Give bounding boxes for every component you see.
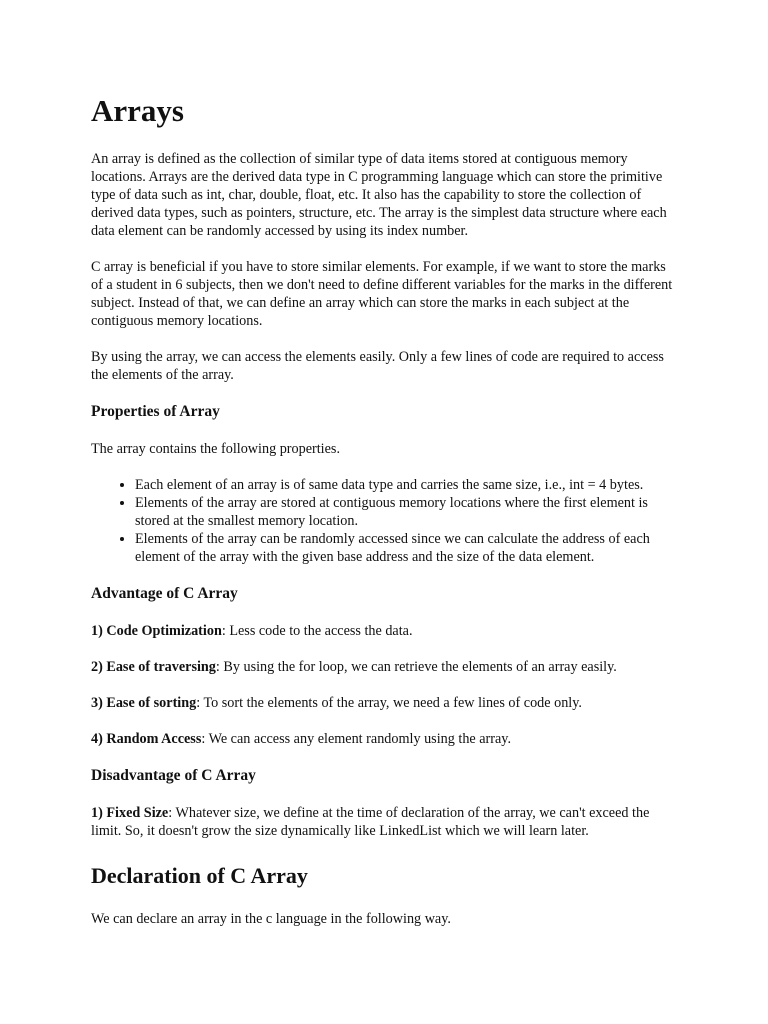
intro-paragraph-3: By using the array, we can access the elements easily. Only a few lines of code are required to access the elements of the array. [91, 349, 664, 383]
declaration-heading: Declaration of C Array [91, 863, 308, 888]
advantage-text: : Less code to the access the data. [221, 623, 413, 639]
advantage-item [91, 730, 681, 748]
advantage-term: 1) Code Optimization [91, 623, 222, 639]
advantage-term: 2) Ease of traversing [91, 659, 216, 675]
list-item: • Elements of the array are stored at contiguous memory locations where the first element is stored at the smallest memory location. [135, 494, 681, 530]
document-page [91, 92, 681, 946]
advantage-term: 3) Ease of sorting [91, 695, 197, 711]
advantage-text: : To sort the elements of the array, we need a few lines of code only. [196, 695, 582, 711]
disadvantage-heading: Disadvantage of C Array [91, 767, 256, 784]
advantage-item [91, 694, 681, 712]
intro-paragraph-2: C array is beneficial if you have to store similar elements. For example, if we want to store the marks of a student in 6 subjects, then we don't need to define different variables for the marks in the different subject. Instead of that, we can define an array which can store the marks in each subject at the contiguous memory locations. [91, 259, 673, 329]
disadvantage-text: : Whatever size, we define at the time of declaration of the array, we can't exceed the limit. So, it doesn't grow the size dynamically like LinkedList which we will learn later. [91, 805, 650, 839]
list-item: • Elements of the array can be randomly accessed since we can calculate the address of each element of the array with the given base address and the size of the data element. [135, 530, 681, 566]
advantage-item [91, 658, 681, 676]
advantage-text: : By using the for loop, we can retrieve the elements of an array easily. [215, 659, 617, 675]
declaration-text: We can declare an array in the c language in the following way. [91, 911, 451, 927]
disadvantage-item [91, 804, 681, 840]
properties-intro: The array contains the following properties. [91, 441, 340, 457]
advantage-term: 4) Random Access [91, 731, 202, 747]
list-item: • Each element of an array is of same data type and carries the same size, i.e., int = 4 bytes. [135, 476, 681, 494]
intro-paragraph-1: An array is defined as the collection of similar type of data items stored at contiguous memory locations. Arrays are the derived data type in C programming language which can store the primitive type of data such as int, char, double, float, etc. It also has the capability to store the collection of derived data types, such as pointers, structure, etc. The array is the simplest data structure where each data element can be randomly accessed by using its index number. [91, 151, 667, 239]
properties-list [91, 476, 681, 566]
advantage-item [91, 622, 681, 640]
advantage-text: : We can access any element randomly using the array. [201, 731, 512, 747]
advantage-heading: Advantage of C Array [91, 585, 238, 602]
page-title: Arrays [91, 93, 184, 128]
disadvantage-term: 1) Fixed Size [91, 805, 169, 821]
properties-heading: Properties of Array [91, 403, 220, 420]
